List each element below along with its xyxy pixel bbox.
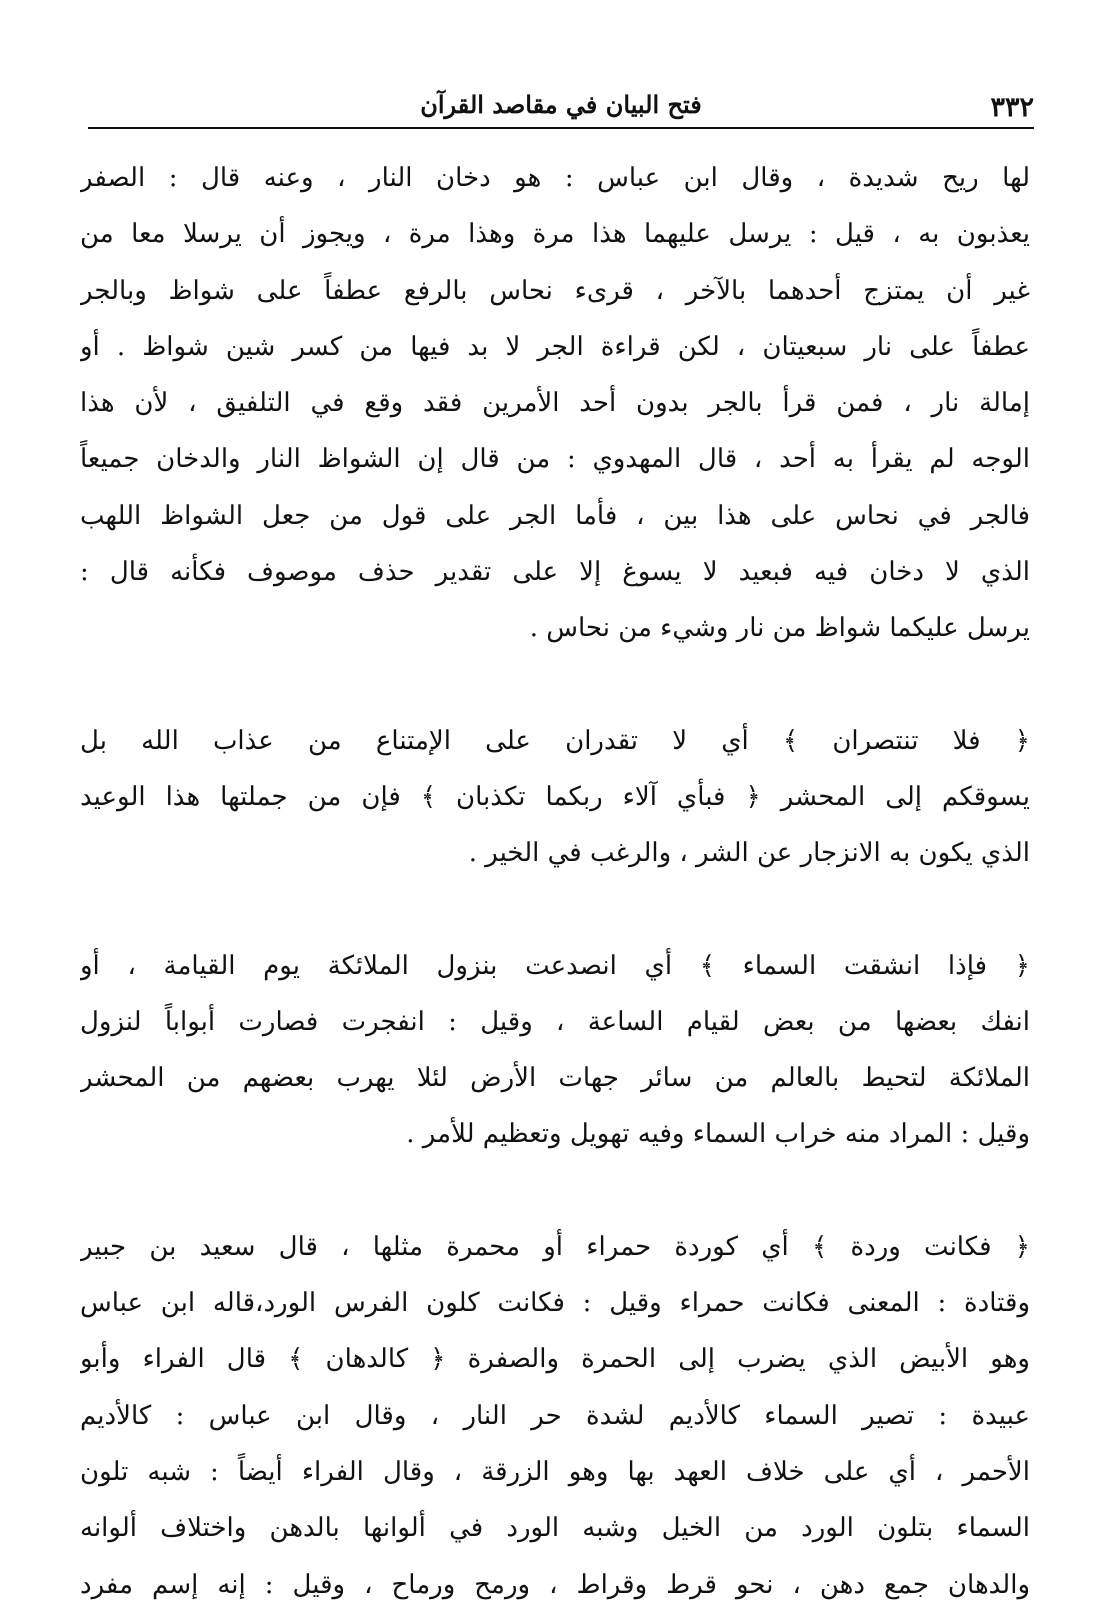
header-rule [88,127,1034,129]
text-line: انفك بعضها من بعض لقيام الساعة ، وقيل : انفجرت فصارت أبواباً لنزول [80,1006,1030,1037]
text-line: وقتادة : المعنى فكانت حمراء وقيل : فكانت كلون الفرس الورد،قاله ابن عباس [80,1288,1030,1319]
text-line: إمالة نار ، فمن قرأ بالجر بدون أحد الأمرين فقد وقع في التلفيق ، لأن هذا [80,388,1030,419]
text-line: يعذبون به ، قيل : يرسل عليهما هذا مرة وهذا مرة ، ويجوز أن يرسلا معا من [80,219,1030,250]
paragraph-gap [80,1163,1030,1219]
text-line: ﴿ فكانت وردة ﴾ أي كوردة حمراء أو محمرة مثلها ، قال سعيد بن جبير [80,1231,1030,1262]
text-line: الذي يكون به الانزجار عن الشر ، والرغب في الخير . [468,838,1030,869]
text-line: فالجر في نحاس على هذا بين ، فأما الجر على قول من جعل الشواظ اللهب [80,500,1030,531]
text-line: ﴿ فلا تنتصران ﴾ أي لا تقدران على الإمتناع من عذاب الله بل [80,725,1030,756]
text-line: يسوقكم إلى المحشر ﴿ فبأي آلاء ربكما تكذبان ﴾ فإن من جملتها هذا الوعيد [80,781,1030,812]
paragraph-4 [80,1219,1030,1613]
text-line: الذي لا دخان فيه فبعيد لا يسوغ إلا على تقدير حذف موصوف فكأنه قال : [80,557,1030,588]
text-line: الوجه لم يقرأ به أحد ، قال المهدوي : من قال إن الشواظ النار والدخان جميعاً [80,444,1030,475]
text-line: الأحمر ، أي على خلاف العهد بها وهو الزرقة ، وقال الفراء أيضاً : شبه تلون [80,1456,1030,1487]
running-title: فتح البيان في مقاصد القرآن [420,90,702,119]
text-line: عطفاً على نار سبعيتان ، لكن قراءة الجر لا بد فيها من كسر شين شواظ . أو [80,331,1030,362]
body-text [80,150,1030,1613]
text-line: غير أن يمتزج أحدهما بالآخر ، قرىء نحاس بالرفع عطفاً على شواظ وبالجر [80,275,1030,306]
paragraph-2 [80,713,1030,882]
page-number: ٣٣٢ [990,92,1034,123]
text-line: يرسل عليكما شواظ من نار وشيء من نحاس . [529,613,1030,644]
text-line: السماء بتلون الورد من الخيل وشبه الورد في ألوانها بالدهن واختلاف ألوانه [80,1513,1030,1544]
paragraph-3 [80,938,1030,1163]
paragraph-gap [80,882,1030,938]
paragraph-gap [80,657,1030,713]
text-line: والدهان جمع دهن ، نحو قرط وقراط ، ورمح ورماح ، وقيل : إنه إسم مفرد [80,1569,1030,1600]
text-line: عبيدة : تصير السماء كالأديم لشدة حر النار ، وقال ابن عباس : كالأديم [80,1400,1030,1431]
text-line: لها ريح شديدة ، وقال ابن عباس : هو دخان النار ، وعنه قال : الصفر [80,163,1030,193]
text-line: وهو الأبيض الذي يضرب إلى الحمرة والصفرة ﴿ كالدهان ﴾ قال الفراء وأبو [80,1344,1030,1375]
text-line: ﴿ فإذا انشقت السماء ﴾ أي انصدعت بنزول الملائكة يوم القيامة ، أو [80,950,1030,981]
paragraph-1 [80,150,1030,657]
text-line: الملائكة لتحيط بالعالم من سائر جهات الأرض لئلا يهرب بعضهم من المحشر [80,1063,1030,1094]
text-line: وقيل : المراد منه خراب السماء وفيه تهويل وتعظيم للأمر . [406,1119,1030,1150]
page-header [88,86,1034,128]
